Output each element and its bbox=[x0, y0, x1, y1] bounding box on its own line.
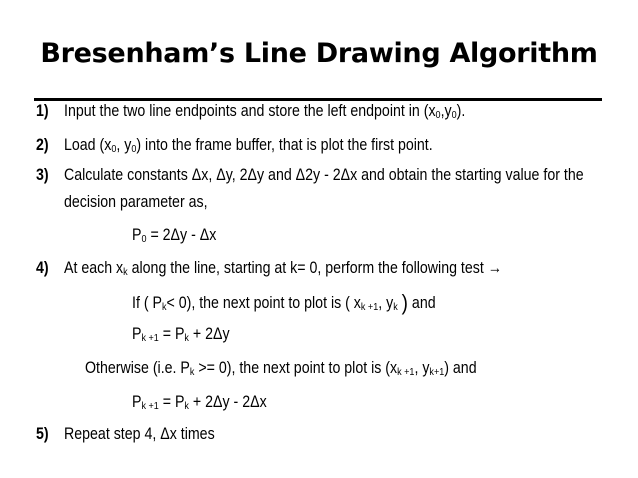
step-3-line-2: decision parameter as, bbox=[64, 193, 208, 211]
slide-title: Bresenham’s Line Drawing Algorithm bbox=[40, 38, 598, 69]
step-1-text: Input the two line endpoints and store the left endpoint in $(x_0,y_0)$. bbox=[64, 102, 466, 121]
step-4-condition: If ( $P_k< 0$), the next point to plot is ( $x_{k +1}$, $y_k$ ) and bbox=[132, 290, 436, 315]
step-1-number: 1) bbox=[36, 102, 49, 120]
step-4-number: 4) bbox=[36, 259, 49, 277]
step-3-number: 3) bbox=[36, 166, 49, 184]
step-3-formula: $P_0 = 2\Delta y - \Delta x$ bbox=[132, 226, 217, 245]
step-4-line-1: At each $x_k$ along the line, starting at k= 0, perform the following test → bbox=[64, 259, 502, 278]
step-5-number: 5) bbox=[36, 425, 49, 443]
step-5-text: Repeat step 4, Δx times bbox=[64, 425, 215, 443]
step-4-formula-2: $P_{k +1} = P_k + 2\Delta y - 2\Delta x$ bbox=[132, 393, 267, 412]
step-2-number: 2) bbox=[36, 136, 49, 154]
step-3-line-1: Calculate constants Δx, Δy, 2Δy and Δ2y - 2Δx and obtain the starting value for the bbox=[64, 166, 584, 184]
step-4-otherwise: Otherwise (i.e. $P_k >= 0$), the next point to plot is ($x_{k +1}$, $y_{k+1}$) and bbox=[85, 359, 477, 378]
title-underline bbox=[34, 98, 602, 101]
step-4-formula-1: $P_{k +1} = P_k + 2\Delta y$ bbox=[132, 325, 230, 344]
step-2-text: Load ($x_0$, $y_0$) into the frame buffer, that is plot the first point. bbox=[64, 136, 433, 155]
